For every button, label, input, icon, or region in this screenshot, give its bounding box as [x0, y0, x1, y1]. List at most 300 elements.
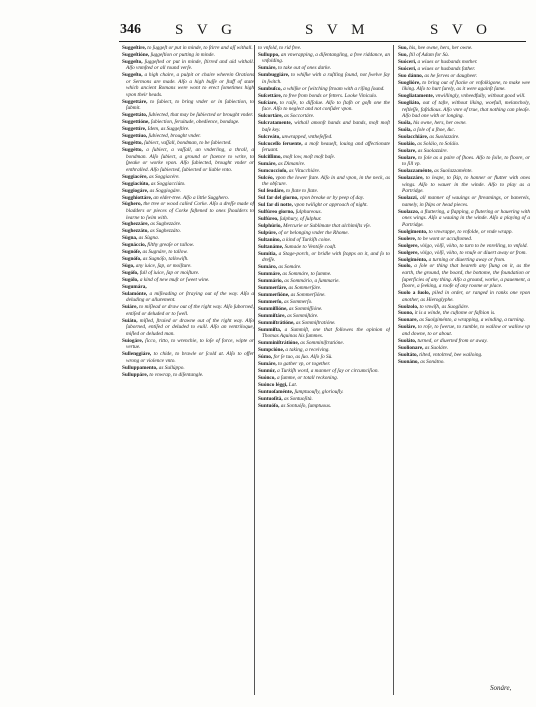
column-right — [398, 45, 530, 695]
entry-definition: as Sugnáre, to tallow. — [141, 249, 188, 256]
entry-headword: Sugghiottáre, — [122, 194, 153, 201]
entry-definition: to raiſe, to diſſolue. Alſo to ſtaſh or goſh one the face. Alſo to neglect and not conſider vpon. — [262, 99, 390, 113]
entry-definition: vpon the lower ſtate. Alſo in and vpon, in the neck, as the obſcure. — [262, 174, 390, 188]
entry-headword: Suggétto, — [122, 147, 143, 154]
entry-headword: Sumáre, — [258, 160, 277, 167]
entry-headword: Sugóſo, — [122, 270, 139, 277]
entry-headword: Suo, — [398, 51, 408, 58]
entry-headword: Suggettíre, — [122, 126, 147, 133]
entry-definition: a Summiſt, one that followes the opinion of Thomas Aquinas his ſummes. — [262, 326, 390, 340]
entry-headword: Sulpúre, — [258, 229, 278, 236]
entry-headword: Suo, — [398, 45, 408, 51]
entry-headword: Suggettáto, — [122, 112, 148, 119]
header-rule — [119, 41, 526, 42]
entry-definition: as Soccortáre. — [282, 113, 315, 120]
entry-headword: Suolare, — [398, 154, 417, 161]
dictionary-entry — [398, 80, 530, 93]
dictionary-entry — [258, 45, 390, 52]
entry-definition: as Sommiſtratióne. — [294, 319, 336, 326]
entry-definition: as Dimaníre. — [276, 160, 306, 167]
dictionary-entry — [122, 284, 254, 291]
catchword: Sonáre, — [490, 684, 512, 692]
dictionary-entry — [258, 389, 390, 396]
entry-definition: withall amonſt hands and bands, moſt moſt baſe key. — [262, 120, 390, 133]
entry-headword: Sunnúr, — [258, 367, 276, 374]
entry-headword: Sulcratamente, — [258, 120, 292, 127]
entry-headword: Suolo, — [398, 263, 412, 270]
dictionary-entry — [122, 277, 254, 284]
entry-definition: ſumptuouſly, gloriouſly. — [293, 388, 344, 395]
entry-definition: a high chaire, a pulpit or chaire wherein Orations or Sermons are made. Alſo a high buſſe or ſtaff of state which ancient Romans were wont to erect ſometimes high vpon their heads. — [126, 72, 254, 98]
entry-definition: to ſuggeſt or put in minde, to ſtirre and aſſ withall. — [145, 45, 253, 51]
dictionary-entry — [258, 368, 390, 375]
entry-headword: Sughezzáto, — [122, 228, 149, 235]
entry-headword: Suolare, — [398, 147, 417, 154]
entry-definition: ſicco, ritto, to wrenchie, to loſe of force, wipte or vertue. — [126, 337, 254, 351]
dictionary-entry — [258, 72, 390, 85]
entry-definition: Idem, as Suggeſtire. — [146, 126, 190, 133]
dictionary-entry — [398, 52, 530, 59]
entry-headword: Suolazzáre, — [398, 175, 424, 182]
dictionary-entry — [258, 340, 390, 347]
entry-definition: a ſole or thing that beareth any ſlung on it, as the earth, the ground, the board, the bottome, the foundation or ſuperficies of any thing. Alſo a ground, worke, a pauement, a floore, a ſeeking, a roofe of any roome or place. — [402, 263, 530, 290]
dictionary-entry — [122, 133, 254, 140]
dictionary-entry — [398, 229, 530, 236]
entry-definition: his, hee owne, hers, her owne. — [407, 45, 473, 51]
entry-headword: Sulphúrio, — [258, 223, 282, 230]
column-divider-1 — [254, 45, 255, 695]
entry-headword: Suolgiménto, — [398, 256, 428, 263]
entry-definition: vnwillingly, vnheedfully, without good will. — [434, 93, 526, 100]
dictionary-entry — [398, 120, 530, 127]
entry-definition: as Soggiogáre. — [148, 187, 181, 194]
entry-definition: an vnwrapping, a diſentangling, a free riddance, an vnfolding. — [262, 51, 390, 65]
dictionary-entry — [398, 134, 530, 141]
entry-headword: Summário, — [258, 278, 283, 285]
entry-headword: Suoglióre, — [398, 79, 421, 86]
entry-definition: as Sommerſíóne. — [289, 292, 326, 299]
entry-definition: to leape, to ſkip, to hanner or flutter with ones wings. Alſo to wauer in the winde. Alſo to play as a Partridge. — [402, 175, 530, 195]
entry-definition: a ſumme, or totall reckoning. — [275, 374, 339, 381]
entry-definition: ſubiected, that may be ſubiected or brought vnder. — [147, 112, 254, 119]
dictionary-entry — [258, 188, 390, 195]
entry-headword: Suiáre, — [122, 304, 138, 311]
dictionary-entry — [258, 141, 390, 154]
entry-definition: as Sontuóſo, ſumptuous. — [279, 402, 332, 409]
entry-definition: as Sontuoſità. — [282, 395, 313, 402]
entry-definition: it is a winde, the cuſtome or faſhion is. — [413, 310, 496, 317]
entry-definition: as Sullúppo. — [157, 364, 185, 371]
entry-headword: Suggeſto, — [122, 58, 143, 65]
entry-definition: as Sommerſo. — [282, 298, 313, 305]
entry-headword: Suggettíuo, — [122, 133, 148, 140]
entry-definition: to ſtate to ſtate. — [284, 188, 319, 195]
entry-headword: Suggettáre, — [122, 98, 148, 105]
column-middle — [258, 45, 390, 695]
running-head-right: S V O — [430, 22, 492, 38]
entry-headword: Suolacchiáre, — [398, 134, 429, 141]
dictionary-entry — [258, 209, 390, 216]
entry-definition: a fluttering, a flapping, a flutering or hauering with ones wings. Alſo a wauing in the winde. Alſo a playing of a Partridge. — [402, 208, 530, 228]
dictionary-entry — [398, 209, 530, 229]
dictionary-entry — [258, 299, 390, 306]
dictionary-entry — [122, 147, 254, 173]
dictionary-entry — [398, 338, 530, 345]
entry-headword: Sumbuſco, — [258, 85, 282, 92]
entry-definition: a wiues or husbands mother. — [416, 58, 478, 65]
dictionary-entry — [122, 52, 254, 59]
entry-headword: Suóla, — [398, 120, 412, 127]
dictionary-entry — [122, 365, 254, 372]
entry-definition: piled in order, or ranged in ranks one vpon another, as Hieroglyphe. — [402, 290, 530, 303]
entry-headword: Sùgna, — [122, 235, 138, 242]
entry-headword: Suogliáto, — [398, 100, 421, 107]
entry-headword: Suſcíare, — [258, 99, 278, 106]
entry-headword: Suolionare, — [398, 344, 424, 351]
entry-headword: Sumpcióne, — [258, 347, 285, 354]
dictionary-entry — [258, 251, 390, 264]
entry-headword: Suiogáre, — [122, 337, 144, 344]
entry-headword: Suſcettáre, — [258, 92, 282, 99]
entry-headword: Sultanáme, — [258, 243, 284, 250]
entry-headword: Suóceri, — [398, 58, 417, 65]
entry-definition: as Sùgna. — [137, 235, 160, 242]
entry-headword: Suónco léggi, — [258, 381, 288, 388]
entry-definition: ſubiect, vaſſall, bondman, to be ſubiected. — [142, 140, 232, 147]
dictionary-entry — [258, 52, 390, 65]
entry-headword: Sulcéo, — [258, 174, 274, 181]
entry-headword: Sumbuggiáre, — [258, 72, 290, 79]
entry-definition: to whiſke with a ruſtling ſound, not ſwelve ſay in ſwitch. — [262, 72, 390, 85]
dictionary-entry — [122, 221, 254, 228]
dictionary-entry — [398, 345, 530, 352]
dictionary-entry — [398, 100, 530, 120]
dictionary-entry — [398, 310, 530, 317]
entry-definition: ſuggeſted or put in minde, ſtirred and aid withall. Alſo vnmſted or all round verſe. — [126, 58, 254, 72]
entry-definition: Lat. — [287, 381, 298, 388]
dictionary-entry — [258, 113, 390, 120]
entry-headword: Suoláre, — [398, 324, 417, 331]
dictionary-entry — [258, 168, 390, 175]
dictionary-entry — [122, 235, 254, 242]
dictionary-entry — [122, 126, 254, 133]
entry-definition: as Sughezzáre. — [148, 221, 182, 228]
dictionary-entry — [122, 249, 254, 256]
dictionary-entry — [398, 317, 530, 324]
dictionary-entry — [258, 375, 390, 382]
entry-definition: to be wont or accuſtomed. — [416, 235, 473, 242]
dictionary-entry — [122, 201, 254, 221]
entry-headword: Sumáro, — [258, 264, 278, 271]
dictionary-entry — [258, 285, 390, 292]
entry-definition: as Somáre. — [277, 264, 302, 271]
entry-definition: Sumaáe to Ventóſe coaſt. — [283, 243, 337, 250]
dictionary-entry — [398, 236, 530, 243]
entry-definition: full of iuice, ſap or moiſture. — [138, 270, 200, 277]
entry-definition: vpon twilight or approach of night. — [292, 202, 368, 209]
dictionary-entry — [122, 270, 254, 277]
dictionary-entry — [258, 347, 390, 354]
entry-definition: ſubiection, ſeruitude, obedience, bondage. — [149, 119, 240, 126]
entry-definition: Mercurie or Sublimate that alchimiſts vſe. — [281, 223, 371, 230]
entry-headword: Sulluppo, — [258, 51, 280, 58]
entry-definition: to miſlead or draw out of the right way. Alſo ſuborned, entiſed or deluded or to ſwell. — [126, 304, 254, 317]
dictionary-entry — [258, 65, 390, 72]
dictionary-entry — [122, 140, 254, 147]
dictionary-entry — [122, 181, 254, 188]
entry-definition: a ſubiect, a vaſſall, an vnderling, a thrall, a bondman. Alſo ſubiect, a ground or ſtaence to write, to ſpeake or worke vpon. Alſo ſubiected, brought vnder or enthralled. Alſo ſubiected, ſubiected or liable vnto. — [126, 147, 254, 173]
dictionary-entry — [398, 359, 530, 366]
entry-headword: Sul far del giorno, — [258, 195, 299, 202]
dictionary-entry — [258, 154, 390, 161]
entry-definition: as Sommáre, to ſumme. — [281, 271, 332, 278]
entry-definition: as Sonátno. — [418, 358, 445, 365]
dictionary-entry — [398, 175, 530, 195]
dictionary-entry — [258, 327, 390, 340]
entry-definition: an elder-tree. Alſo a little Sugghero. — [152, 194, 230, 201]
dictionary-entry — [258, 403, 390, 410]
entry-definition: as Sommiſtáre. — [285, 312, 319, 319]
entry-headword: Sùgo, — [122, 263, 135, 270]
dictionary-entry — [398, 290, 530, 303]
entry-definition: vpon breake or by peep of day. — [298, 195, 365, 202]
entry-headword: Suolazzaménte, — [398, 168, 433, 175]
entry-definition: a turning or diuerting away or from. — [427, 256, 506, 263]
entry-definition: a kind of new muſt or ſweet wine. — [138, 276, 210, 283]
dictionary-entry — [258, 271, 390, 278]
entry-headword: Suntuóſo, — [258, 402, 280, 409]
entry-definition: to free from bonds or fetters. Looke Viniculo. — [281, 92, 378, 99]
entry-definition: to ſole as a paire of ſhoes. Alſo to ſoile, to floore, or to ſill vp. — [402, 154, 530, 168]
entry-definition: for ſe tuo, as ſuo. Alſo ſo Sù. — [272, 354, 333, 361]
entry-headword: Suntuoſaménte, — [258, 388, 294, 395]
entry-headword: Summerſíóne, — [258, 292, 290, 299]
entry-headword: Suggiaciúto, — [122, 180, 150, 187]
dictionary-entry — [122, 112, 254, 119]
entry-definition: to chide, to brawle or ſcold at. Alſo to offer wrong or violence vnto. — [126, 351, 254, 364]
dictionary-entry — [258, 264, 390, 271]
dictionary-entry — [398, 168, 530, 175]
entry-definition: unwrapped, vntheſeſſed. — [280, 133, 333, 140]
entry-headword: Suggiogáre, — [122, 187, 149, 194]
dictionary-entry — [258, 175, 390, 188]
dictionary-entry — [122, 45, 254, 52]
entry-headword: Sulfúreo, — [258, 216, 279, 223]
entry-definition: as Vitucchiáre. — [287, 167, 321, 174]
entry-definition: tilted, vntoltred, bee walloing. — [417, 351, 483, 358]
dictionary-entry — [122, 318, 254, 338]
dictionary-entry — [258, 313, 390, 320]
entry-headword: Sugólo, — [122, 276, 139, 283]
entry-headword: Sul ſeudáre, — [258, 188, 285, 195]
entry-headword: Sul far di notte, — [258, 202, 293, 209]
entry-headword: Suoláio, — [398, 140, 416, 147]
dictionary-entry — [258, 237, 390, 244]
entry-definition: to ſubiect, to bring vnder or in ſubiection, to ſubmit. — [126, 98, 254, 112]
dictionary-entry — [122, 188, 254, 195]
entry-headword: Sulluppáre, — [122, 371, 149, 378]
entry-definition: a Stage-porch, or bridle with ſtopps on it, and ſo to dreſſe. — [262, 250, 390, 264]
dictionary-entry — [398, 250, 530, 257]
dictionary-entry — [398, 45, 530, 52]
entry-definition: to roſe, to ſwerue, to rumble, to wallow or wallow vp and downe, to or about. — [402, 324, 530, 337]
dictionary-entry — [258, 382, 390, 389]
entry-headword: Sullenggiáre, — [122, 351, 152, 358]
entry-definition: out of taſte, without liking, woefull, melancholy, reſtleſſe, faſtidious. Alſo vnre of true, that nothing can pleaſe. Alſo bad one with or longing. — [402, 100, 530, 120]
dictionary-entry — [258, 396, 390, 403]
dictionary-entry — [258, 93, 390, 100]
entry-headword: Summiſtrátióne, — [258, 319, 295, 326]
entry-definition: as Sommerſáre. — [287, 285, 322, 292]
entry-definition: vòlgo, vòlſi, vòlto, to vnuſe or diuert away or from. — [418, 249, 527, 256]
dictionary-entry — [258, 244, 390, 251]
entry-headword: Sulcuceſſo ſeruente, — [258, 140, 303, 147]
dictionary-entry — [258, 120, 390, 133]
entry-definition: turned, or diuerted from or away. — [416, 337, 488, 344]
column-divider-2 — [393, 45, 394, 695]
entry-definition: ſulphury, of ſulphur. — [278, 216, 322, 223]
dictionary-entry — [122, 291, 254, 304]
entry-headword: Suono, — [398, 310, 414, 317]
dictionary-entry — [398, 148, 530, 155]
entry-headword: Suggeſtire, — [122, 45, 146, 51]
entry-definition: moſt low, moſt moſt baſe. — [281, 154, 336, 161]
entry-definition: any iuice, ſap, or moiſture. — [134, 263, 192, 270]
entry-definition: as Soggiacére. — [147, 173, 180, 180]
entry-headword: Suóceri, — [398, 65, 417, 72]
entry-definition: to vnwrappe, to vnfolde, or vnde wrapp. — [427, 228, 513, 235]
entry-headword: Summáre, — [258, 271, 282, 278]
entry-headword: Sulcreáto, — [258, 133, 281, 140]
entry-definition: as Suolazzaménte. — [432, 168, 473, 175]
entry-headword: Suolazzo, — [398, 208, 420, 215]
entry-headword: Sulamónte, — [122, 290, 148, 297]
dictionary-entry — [398, 243, 530, 250]
entry-definition: a wiues or husbands father. — [416, 65, 476, 72]
entry-headword: Sùghero, — [122, 201, 142, 208]
dictionary-entry — [398, 93, 530, 100]
dictionary-entry — [258, 320, 390, 327]
dictionary-entry — [122, 174, 254, 181]
entry-definition: to take out of ones darke. — [276, 65, 332, 72]
dictionary-entry — [398, 141, 530, 148]
dictionary-entry — [258, 161, 390, 168]
page-number: 346 — [120, 22, 141, 37]
entry-definition: to vnwiſh, as Suogliáre. — [418, 303, 470, 310]
entry-definition: filthy greaſe or tallow. — [146, 242, 195, 249]
entry-headword: Suolzolo, — [398, 303, 419, 310]
entry-headword: Sulciſſimo, — [258, 154, 282, 161]
entry-definition: as Somminiſtratióne. — [298, 340, 345, 347]
dictionary-entry — [122, 242, 254, 249]
entry-headword: Sugumára, — [122, 283, 147, 290]
entry-headword: Suo dánno, — [398, 72, 424, 79]
dictionary-entry — [398, 73, 530, 80]
entry-headword: Sugnóſo, — [122, 256, 142, 263]
dictionary-entry — [258, 354, 390, 361]
entry-headword: Sultaníno, — [258, 236, 281, 243]
dictionary-entry — [258, 202, 390, 209]
entry-definition: miſled, ſtraied or drawne out of the right way. Alſo ſuborned, entiſed or deluded to euill. Alſo an ventriloque, miſled or deluded man. — [126, 317, 254, 337]
dictionary-entry — [398, 59, 530, 66]
entry-headword: Summiſtáre, — [258, 312, 286, 319]
entry-definition: to vnwrap, to diſentangle. — [148, 371, 204, 378]
entry-headword: Summiſta, — [258, 326, 282, 333]
entry-headword: Suogliatamente, — [398, 93, 435, 100]
entry-definition: to bring out of ſlacke or vnfolkigone, to make wee liking. Alſo to hurt ſurely, as it were againſt ſame. — [402, 79, 530, 93]
dictionary-entry — [258, 361, 390, 368]
entry-definition: to vnfold, to rid free. — [258, 45, 302, 51]
entry-definition: as Sommiſſióne. — [287, 305, 323, 312]
entry-headword: Sughezzáre, — [122, 221, 149, 228]
column-left — [122, 45, 254, 695]
dictionary-entry — [258, 306, 390, 313]
dictionary-entry — [122, 99, 254, 112]
dictionary-entry — [122, 228, 254, 235]
dictionary-entry — [398, 127, 530, 134]
entry-definition: as Suolazzáre. — [416, 147, 448, 154]
dictionary-entry — [122, 59, 254, 72]
entry-headword: Suggeſto, — [122, 72, 143, 79]
dictionary-entry — [258, 278, 390, 285]
running-head-center: S V M — [305, 22, 370, 38]
dictionary-entry — [122, 72, 254, 98]
entry-headword: Súmo, — [258, 354, 273, 361]
entry-headword: Suggétto, — [122, 140, 143, 147]
entry-definition: a Turkiſh word, a manner of ſay or circumciſion. — [275, 367, 379, 374]
entry-headword: Suolgere, — [398, 249, 419, 256]
entry-headword: Sugnóſe, — [122, 249, 142, 256]
entry-headword: Sulcortáre, — [258, 113, 283, 120]
page-header — [120, 22, 520, 42]
entry-headword: Suolgimento, — [398, 228, 428, 235]
dictionary-entry — [122, 351, 254, 364]
entry-headword: Suolazzi, — [398, 195, 418, 202]
dictionary-entry — [258, 292, 390, 299]
entry-headword: Sugnáccio, — [122, 242, 147, 249]
entry-headword: Summiniſtrátióne, — [258, 340, 299, 347]
entry-definition: vòlgo, vòlſi, vòlto, to turn to be vnrelling, to vnfold. — [418, 242, 528, 249]
entry-headword: Suntuoſità, — [258, 395, 283, 402]
dictionary-entry — [258, 86, 390, 93]
entry-headword: Suggeſtióne, — [122, 51, 150, 58]
entry-headword: Suónco, — [258, 374, 276, 381]
entry-definition: ſuggeſtion or putting in minde. — [149, 51, 215, 58]
entry-headword: Suoltáto, — [398, 351, 418, 358]
entry-definition: as Soggiacciúto. — [149, 180, 186, 187]
entry-definition: a taking, a receiving. — [284, 347, 330, 354]
entry-definition: ſubiected, brought vnder. — [147, 133, 201, 140]
entry-headword: Suonare, — [398, 317, 418, 324]
entry-headword: Sumáre, — [258, 65, 277, 72]
entry-headword: Suolgere, — [398, 242, 419, 249]
entry-headword: Suggiacére, — [122, 173, 148, 180]
entry-headword: Suolere, — [398, 235, 417, 242]
entry-definition: as Sughezzáto. — [148, 228, 181, 235]
entry-definition: as Sugnóſo, tallowiſh. — [141, 256, 189, 263]
entry-definition: as Suolgiménto, a wrapping, a winding, a turning. — [417, 317, 525, 324]
entry-definition: a kind of Turkiſh coine. — [280, 236, 332, 243]
entry-definition: the tree or wood called Corke. Alſo a dreſſe made of bladders or pieces of Corke faſtened to ones ſhoulders to learne to ſwim with. — [126, 201, 254, 221]
dictionary-entry — [122, 256, 254, 263]
entry-headword: Suóla, — [398, 127, 412, 134]
entry-definition: a whiſke or ſwitching ſtroam with a riſing ſound. — [281, 85, 385, 92]
entry-definition: a miſleading or ſtraying out of the way. Alſo a deluding or allurement. — [126, 290, 254, 304]
dictionary-entry — [258, 195, 390, 202]
dictionary-entry — [122, 263, 254, 270]
dictionary-entry — [122, 119, 254, 126]
entry-definition: a ſole of a ſhoe, &c. — [411, 127, 456, 134]
